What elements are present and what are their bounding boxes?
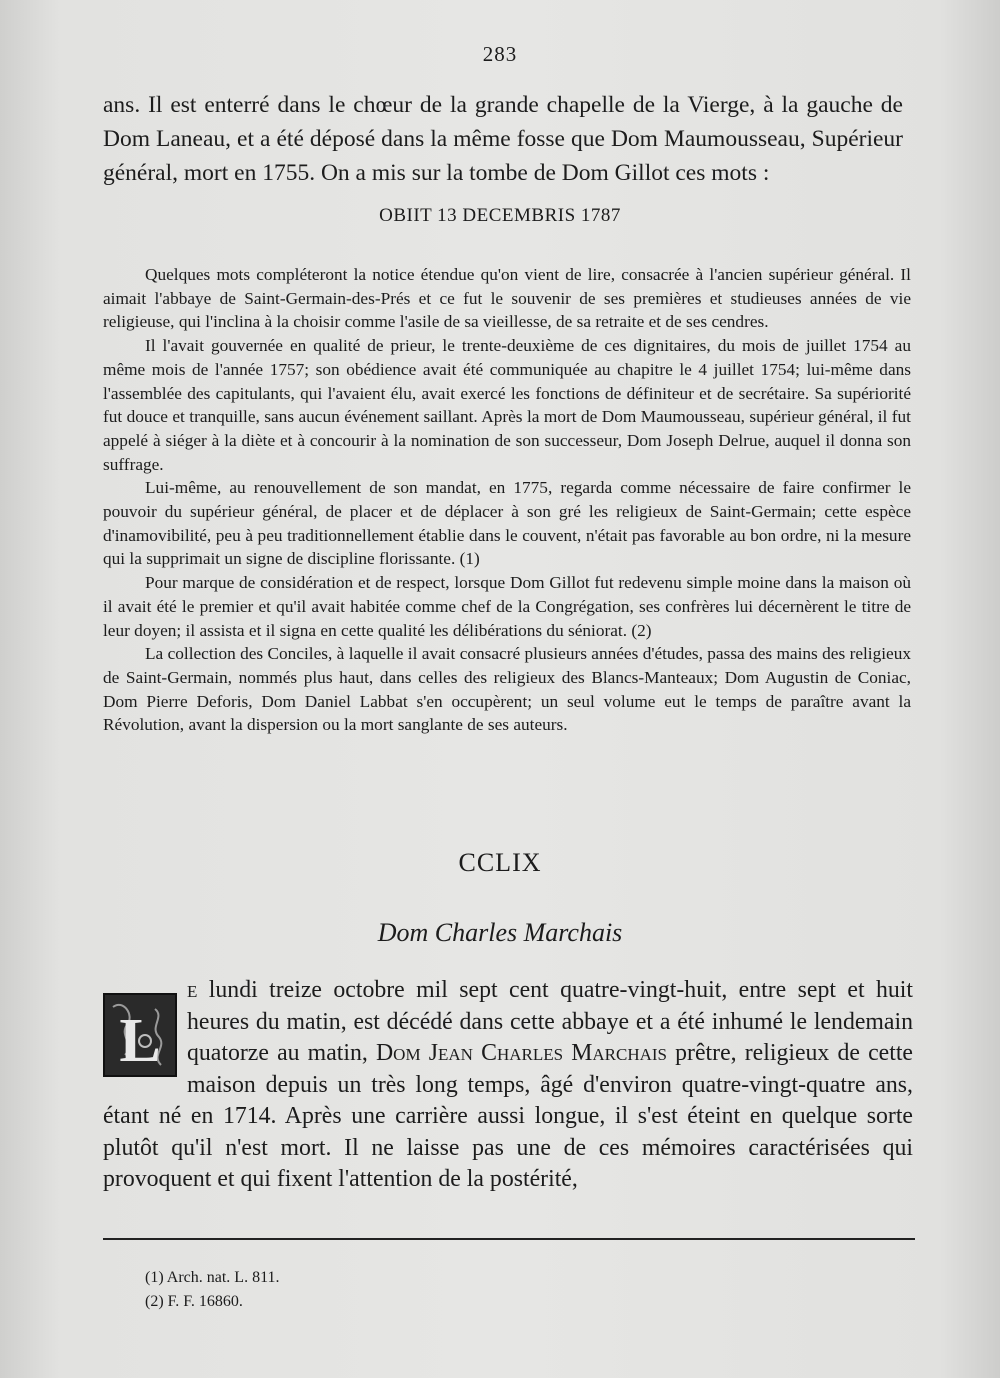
footnote: (2) F. F. 16860.	[145, 1293, 243, 1310]
footnotes	[145, 1266, 279, 1314]
notice-paragraph: La collection des Conciles, à laquelle il avait consacré plusieurs années d'études, passa des mains des religieux de Saint-Germain, nommés plus haut, dans celles des religieux des Blancs-Manteaux; Dom Augustin de Coniac, Dom Pierre Deforis, Dom Daniel Labbat s'en occupèrent; un seul volume eut le temps de paraître avant la Révolution, avant la dispersion ou la mort sanglante de ses auteurs.	[103, 644, 911, 735]
dropcap-letter: L	[119, 1007, 161, 1075]
notice-paragraph: Lui-même, au renouvellement de son mandat, en 1775, regarda comme nécessaire de faire confirmer le pouvoir du supérieur général, de placer et de déplacer à son gré les religieux de Saint-Germain; cette espèce d'inamovibilité, peu à peu traditionnellement établie dans le couvent, n'était pas favorable au bon ordre, ni la mesure qui la supprimait un signe de discipline florissante. (1)	[103, 478, 911, 569]
entry-text-part2: prêtre, religieux de cette maison depuis un très long temps, âgé d'environ quatre-vingt-quatre ans, étant né en 1714. Après une carrière aussi longue, il s'est éteint en quelque sorte plutôt qu'il n'est mort. Il ne laisse pas une de ces mémoires caractérisées qui provoquent et qui fixent l'attention de la postérité,	[103, 1040, 913, 1192]
footnote-divider	[103, 1238, 915, 1240]
entry-person-name: Dom Jean Charles Marchais	[375, 1040, 667, 1066]
entry-text-part1: lundi treize octobre mil sept cent quatre-vingt-huit, entre sept et huit heures du matin, est décédé dans cette abbaye et a été inhumé le lendemain quatorze au matin,	[187, 977, 913, 1066]
epitaph-inscription: OBIIT 13 DECEMBRIS 1787	[379, 205, 621, 226]
chapter-number: CCLIX	[458, 848, 542, 877]
notice-paragraph: Pour marque de considération et de respect, lorsque Dom Gillot fut redevenu simple moine dans la maison où il avait été le premier et qu'il avait habitée comme chef de la Congrégation, ses confrères lui décernèrent le titre de leur doyen; il assista et il signa en cette qualité les délibérations du séniorat. (2)	[103, 573, 911, 640]
death-entry	[103, 975, 913, 1196]
notice-paragraph: Quelques mots compléteront la notice étendue qu'on vient de lire, consacrée à l'ancien supérieur général. Il aimait l'abbaye de Saint-Germain-des-Prés et ce fut le souvenir de ses premières et studieuses années de vie religieuse, qui l'inclina à la choisir comme l'asile de sa vieillesse, de sa retraite et de ses cendres.	[103, 265, 911, 332]
entry-first-word: e	[187, 977, 198, 1003]
chapter-title: Dom Charles Marchais	[377, 918, 623, 947]
page-number: 283	[482, 42, 518, 66]
notice-paragraph: Il l'avait gouvernée en qualité de prieur, le trente-deuxième de ces dignitaires, du mois de juillet 1754 au même mois de l'année 1757; son obédience avait été communiquée au chapitre le 4 juillet 1754; lui-même dans l'assemblée des capitulants, qui l'avaient élu, avait exercé les fonctions de définiteur et de secrétaire. Sa supériorité fut douce et tranquille, sans aucun événement saillant. Après la mort de Dom Maumousseau, supérieur général, il fut appelé à siéger à la diète et à concourir à la nomination de son successeur, Dom Joseph Delrue, auquel il donna son suffrage.	[103, 336, 911, 474]
notice-section	[103, 263, 911, 737]
top-paragraph: ans. Il est enterré dans le chœur de la grande chapelle de la Vierge, à la gauche de Dom Laneau, et a été déposé dans la même fosse que Dom Maumousseau, Supérieur général, mort en 1755. On a mis sur la tombe de Dom Gillot ces mots :	[103, 92, 903, 186]
ornamental-dropcap	[103, 993, 177, 1077]
dropcap-ornament-icon	[105, 995, 175, 1075]
footnote: (1) Arch. nat. L. 811.	[145, 1269, 280, 1286]
